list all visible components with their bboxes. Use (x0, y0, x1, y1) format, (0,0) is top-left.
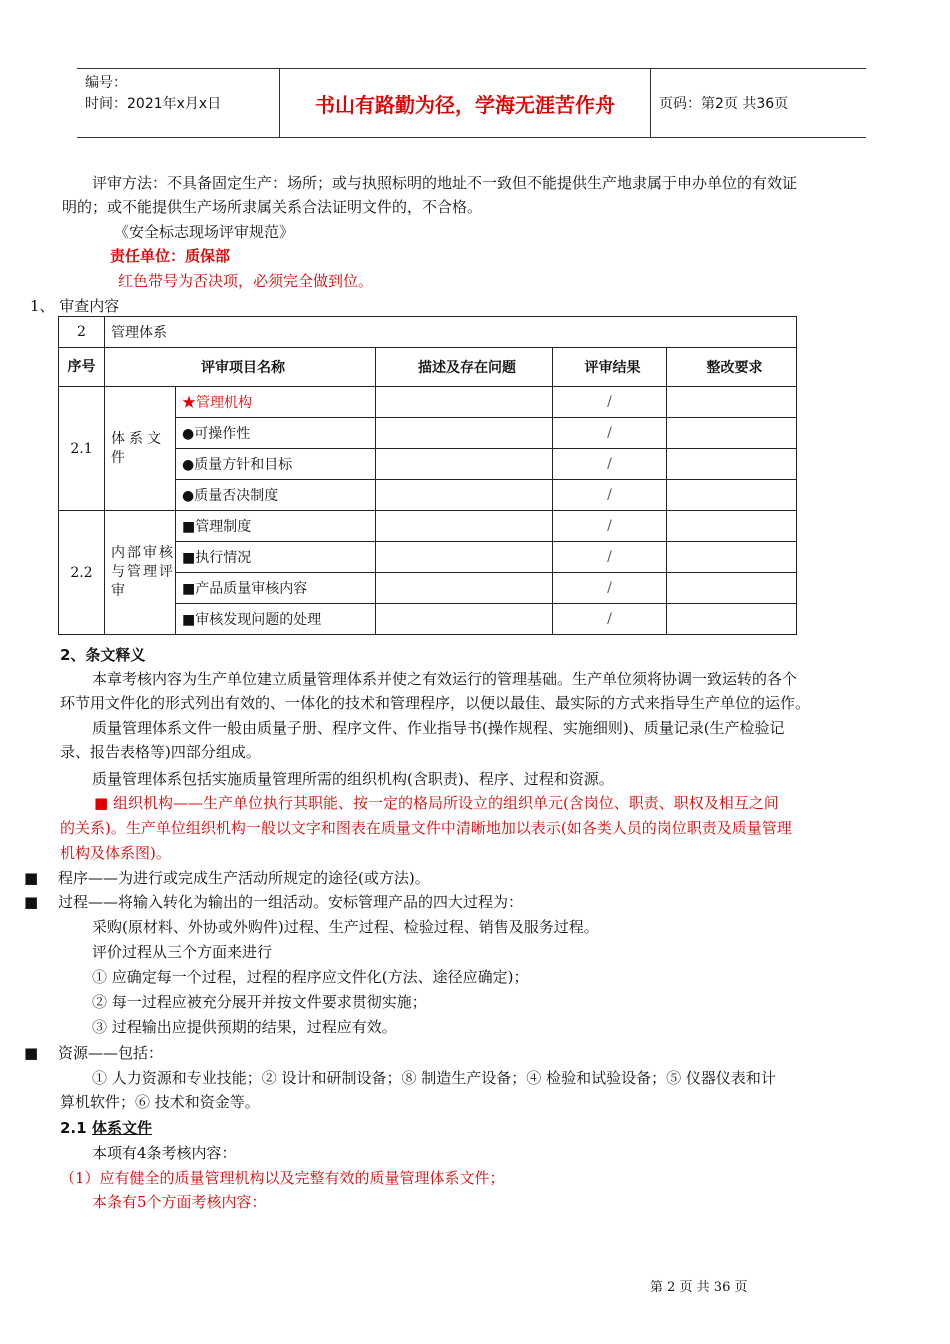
section-1-title: 1、 审查内容 (30, 297, 120, 315)
process-line: 过程——将输入转化为输出的一组活动。安标管理产品的四大过程为： (58, 893, 524, 911)
item-description[interactable] (376, 387, 553, 418)
org-line: 机构及体系图)。 (60, 844, 171, 862)
group-name: 体系文件 (105, 387, 176, 511)
eval-item: ③ 过程输出应提供预期的结果，过程应有效。 (92, 1018, 397, 1036)
paragraph-line: 本项有4条考核内容： (92, 1144, 237, 1162)
page-footer: 第 2 页 共 36 页 (650, 1280, 748, 1295)
section-2-title: 2、条文释义 (60, 646, 146, 664)
table-row (59, 387, 797, 418)
table-top-title: 管理体系 (105, 317, 797, 348)
item-result: / (553, 604, 667, 635)
item-name: ■审核发现问题的处理 (176, 604, 376, 635)
group-name: 内部审核与管理评审 (105, 511, 176, 635)
item-rectification[interactable] (667, 480, 797, 511)
item-result: / (553, 480, 667, 511)
item-rectification[interactable] (667, 604, 797, 635)
item-rectification[interactable] (667, 542, 797, 573)
header-result: 评审结果 (553, 348, 667, 387)
item-result: / (553, 418, 667, 449)
table-title-row (59, 317, 797, 348)
item-result: / (553, 542, 667, 573)
process-list: 采购(原材料、外协或外购件)过程、生产过程、检验过程、销售及服务过程。 (92, 918, 599, 936)
eval-item: ② 每一过程应被充分展开并按文件要求贯彻实施； (92, 993, 427, 1011)
header-item-name: 评审项目名称 (105, 348, 376, 387)
paragraph-line: 本章考核内容为生产单位建立质量管理体系并使之有效运行的管理基础。生产单位须将协调一致运转的各个 (92, 670, 798, 688)
item-result: / (553, 511, 667, 542)
resource-line: 资源——包括： (58, 1044, 164, 1062)
item-description[interactable] (376, 480, 553, 511)
responsible-unit: 责任单位：质保部 (110, 247, 231, 265)
eval-intro: 评价过程从三个方面来进行 (92, 943, 273, 961)
header-rectification: 整改要求 (667, 348, 797, 387)
item-name: ●质量否决制度 (176, 480, 376, 511)
requirement-item: （1）应有健全的质量管理机构以及完整有效的质量管理体系文件； (60, 1169, 505, 1187)
method-line: 评审方法：不具备固定生产：场所；或与执照标明的地址不一致但不能提供生产地隶属于申办单位的有效证 (92, 174, 798, 192)
method-line: 明的；或不能提供生产场所隶属关系合法证明文件的，不合格。 (62, 198, 483, 216)
header-seq: 序号 (59, 348, 105, 387)
requirement-note: 本条有5个方面考核内容： (92, 1193, 267, 1211)
header-divider (650, 69, 651, 137)
item-rectification[interactable] (667, 418, 797, 449)
item-rectification[interactable] (667, 449, 797, 480)
item-description[interactable] (376, 449, 553, 480)
item-name: ●可操作性 (176, 418, 376, 449)
item-rectification[interactable] (667, 511, 797, 542)
item-result: / (553, 573, 667, 604)
item-description[interactable] (376, 418, 553, 449)
resource-list: 算机软件；⑥ 技术和资金等。 (60, 1093, 260, 1111)
bullet-icon: ■ (24, 1044, 39, 1062)
group-num: 2.2 (59, 511, 105, 635)
item-name: ■产品质量审核内容 (176, 573, 376, 604)
sub-section-num: 2.1 (60, 1119, 87, 1137)
header-motto: 书山有路勤为径，学海无涯苦作舟 (315, 92, 615, 117)
item-name: ■执行情况 (176, 542, 376, 573)
paragraph-line: 质量管理体系文件一般由质量子册、程序文件、作业指导书(操作规程、实施细则)、质量记录(生产检验记 (92, 719, 785, 737)
group-num: 2.1 (59, 387, 105, 511)
procedure-line: 程序——为进行或完成生产活动所规定的途径(或方法)。 (58, 869, 430, 887)
header-description: 描述及存在问题 (376, 348, 553, 387)
item-result: / (553, 387, 667, 418)
red-note: 红色带号为否决项，必须完全做到位。 (118, 272, 374, 290)
review-table (58, 316, 797, 635)
bullet-icon: ■ (24, 869, 39, 887)
page-header (77, 68, 866, 138)
resource-list: ① 人力资源和专业技能；② 设计和研制设备；⑧ 制造生产设备；④ 检验和试验设备；⑤ 仪器仪表和计 (92, 1069, 776, 1087)
item-name: ★管理机构 (176, 387, 376, 418)
paragraph-line: 环节用文件化的形式列出有效的、一体化的技术和管理程序，以便以最佳、最实际的方式来指导生产单位的运作。 (60, 694, 811, 712)
table-row (59, 511, 797, 542)
item-result: / (553, 449, 667, 480)
spec-title: 《安全标志现场评审规范》 (114, 223, 295, 241)
sub-section-title: 体系文件 (92, 1119, 153, 1137)
item-description[interactable] (376, 542, 553, 573)
table-header-row (59, 348, 797, 387)
item-rectification[interactable] (667, 573, 797, 604)
bullet-icon: ■ (24, 893, 39, 911)
paragraph-line: 质量管理体系包括实施质量管理所需的组织机构(含职责)、程序、过程和资源。 (92, 770, 614, 788)
item-name: ●质量方针和目标 (176, 449, 376, 480)
eval-item: ① 应确定每一个过程，过程的程序应文件化(方法、途径应确定)； (92, 968, 529, 986)
item-description[interactable] (376, 511, 553, 542)
paragraph-line: 录、报告表格等)四部分组成。 (60, 743, 261, 761)
item-rectification[interactable] (667, 387, 797, 418)
item-description[interactable] (376, 604, 553, 635)
org-line: 的关系)。生产单位组织机构一般以文字和图表在质量文件中清晰地加以表示(如各类人员的岗位职责及质量管理 (60, 819, 792, 837)
header-code: 编号： (85, 75, 127, 91)
item-name: ■管理制度 (176, 511, 376, 542)
table-top-num: 2 (59, 317, 105, 348)
header-time: 时间：2021年x月x日 (85, 96, 222, 112)
header-page-info: 页码：第2页 共36页 (659, 96, 789, 112)
header-meta (85, 73, 221, 115)
item-description[interactable] (376, 573, 553, 604)
org-line: ■ 组织机构——生产单位执行其职能、按一定的格局所设立的组织单元(含岗位、职责、职权及相互之间 (94, 794, 779, 812)
